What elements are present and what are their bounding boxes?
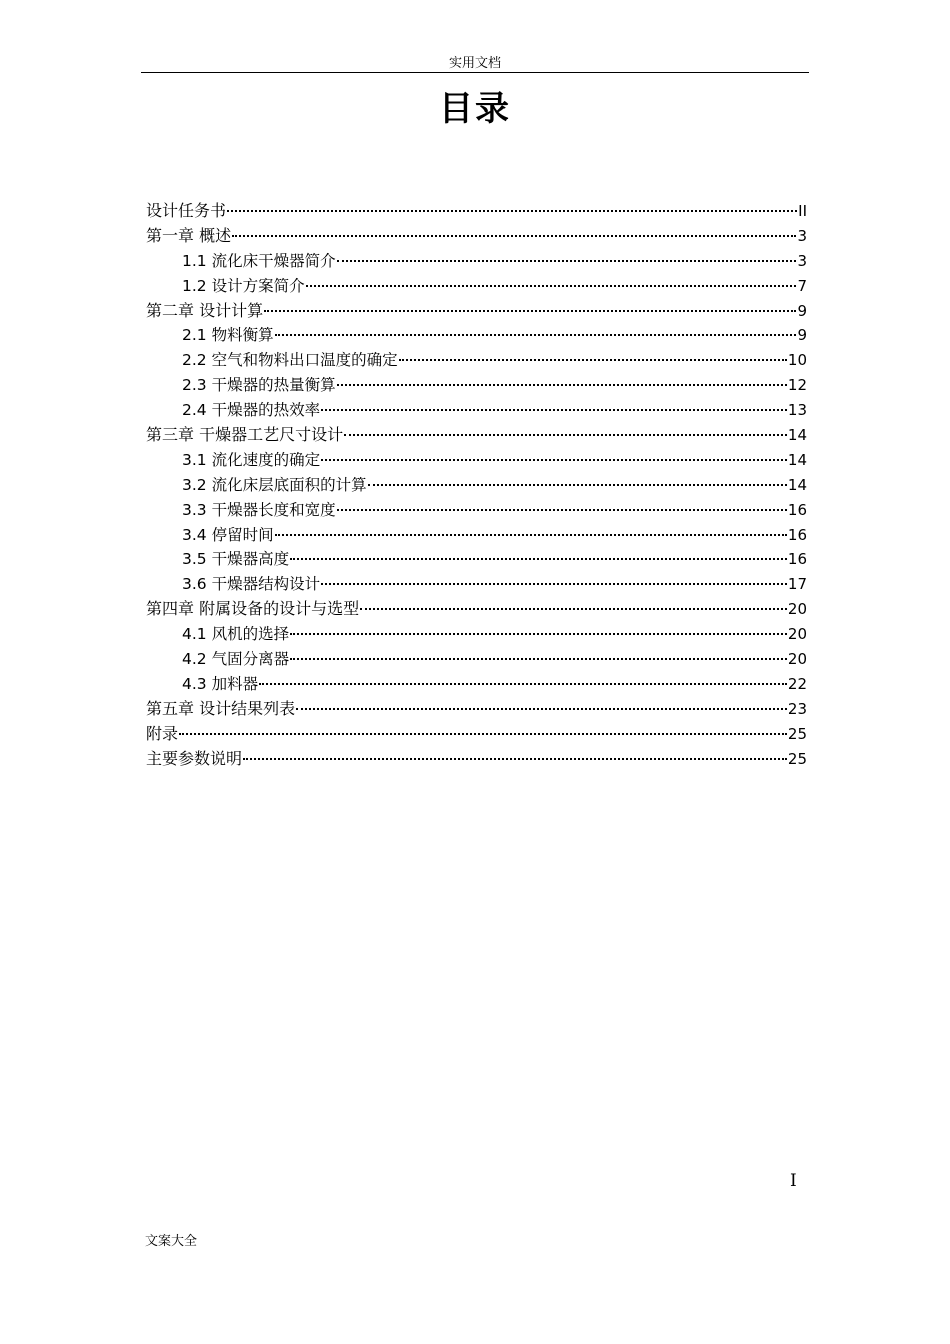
toc-entry-page: 14 — [787, 475, 807, 494]
toc-entry[interactable] — [146, 348, 807, 373]
toc-entry[interactable] — [146, 547, 807, 572]
toc-entry-label: 1.1 流化床干燥器简介 — [182, 251, 336, 270]
toc-entry-page: 3 — [797, 251, 807, 270]
toc-entry-page: 16 — [787, 550, 807, 569]
toc-dot-leader — [227, 210, 797, 212]
toc-dot-leader — [275, 534, 787, 536]
toc-dot-leader — [321, 409, 787, 411]
toc-dot-leader — [179, 733, 787, 735]
toc-entry-label: 1.2 设计方案简介 — [182, 276, 305, 295]
toc-entry-page: 13 — [787, 401, 807, 420]
toc-entry[interactable] — [146, 722, 807, 747]
toc-entry[interactable] — [146, 597, 807, 622]
page-title: 目录 — [439, 89, 511, 129]
toc-dot-leader — [275, 334, 797, 336]
toc-entry-page: 20 — [787, 600, 807, 619]
toc-entry[interactable] — [146, 274, 807, 299]
toc-entry-label: 3.3 干燥器长度和宽度 — [182, 500, 336, 519]
toc-dot-leader — [399, 359, 787, 361]
toc-entry[interactable] — [146, 373, 807, 398]
toc-entry-page: 20 — [787, 650, 807, 669]
toc-entry-page: 9 — [797, 301, 807, 320]
toc-entry-label: 4.3 加料器 — [182, 674, 259, 693]
toc-entry-label: 2.1 物料衡算 — [182, 326, 274, 345]
toc-entry-label: 设计任务书 — [146, 201, 227, 220]
toc-entry-page: 12 — [787, 376, 807, 395]
toc-entry-page: 25 — [787, 749, 807, 768]
toc-entry-label: 2.4 干燥器的热效率 — [182, 401, 321, 420]
toc-entry-label: 3.2 流化床层底面积的计算 — [182, 475, 367, 494]
toc-entry[interactable] — [146, 199, 807, 224]
toc-dot-leader — [243, 758, 787, 760]
toc-entry-label: 4.1 风机的选择 — [182, 625, 290, 644]
page-footer-text: 文案大全 — [145, 1234, 198, 1249]
toc-dot-leader — [306, 285, 797, 287]
toc-entry-page: 16 — [787, 500, 807, 519]
toc-dot-leader — [337, 260, 797, 262]
toc-entry[interactable] — [146, 523, 807, 548]
toc-dot-leader — [290, 633, 787, 635]
toc-entry[interactable] — [146, 697, 807, 722]
toc-entry-label: 3.5 干燥器高度 — [182, 550, 290, 569]
toc-dot-leader — [321, 459, 787, 461]
toc-entry-label: 第四章 附属设备的设计与选型 — [146, 599, 360, 619]
toc-entry-page: II — [798, 202, 807, 220]
toc-dot-leader — [344, 434, 787, 436]
toc-entry[interactable] — [146, 498, 807, 523]
toc-entry[interactable] — [146, 672, 807, 697]
toc-dot-leader — [296, 708, 787, 710]
toc-entry[interactable] — [146, 647, 807, 672]
table-of-contents — [146, 199, 807, 771]
toc-entry-page: 23 — [787, 699, 807, 718]
toc-entry-page: 16 — [787, 525, 807, 544]
toc-entry-page: 14 — [787, 426, 807, 445]
toc-entry-label: 附录 — [146, 723, 179, 743]
toc-entry-page: 20 — [787, 625, 807, 644]
toc-entry-page: 9 — [797, 326, 807, 345]
toc-entry-label: 第二章 设计计算 — [146, 300, 264, 320]
toc-entry-label: 第三章 干燥器工艺尺寸设计 — [146, 425, 344, 445]
toc-entry[interactable] — [146, 398, 807, 423]
toc-dot-leader — [337, 384, 787, 386]
page-number: I — [790, 1171, 797, 1191]
page-header-text: 实用文档 — [448, 56, 501, 71]
toc-entry[interactable] — [146, 622, 807, 647]
header-divider — [141, 72, 809, 73]
toc-dot-leader — [264, 310, 796, 312]
toc-entry-page: 10 — [787, 351, 807, 370]
toc-dot-leader — [290, 558, 787, 560]
toc-entry[interactable] — [146, 224, 807, 249]
toc-entry-label: 主要参数说明 — [146, 748, 243, 768]
toc-entry[interactable] — [146, 747, 807, 772]
toc-entry-label: 2.3 干燥器的热量衡算 — [182, 376, 336, 395]
toc-entry[interactable] — [146, 448, 807, 473]
toc-entry-label: 2.2 空气和物料出口温度的确定 — [182, 351, 398, 370]
toc-entry-page: 14 — [787, 450, 807, 469]
toc-dot-leader — [360, 608, 787, 610]
toc-entry-label: 第一章 概述 — [146, 225, 232, 245]
toc-dot-leader — [259, 683, 787, 685]
toc-entry[interactable] — [146, 572, 807, 597]
toc-entry-page: 25 — [787, 724, 807, 743]
toc-dot-leader — [290, 658, 787, 660]
toc-entry-label: 4.2 气固分离器 — [182, 650, 290, 669]
toc-entry-page: 17 — [787, 575, 807, 594]
toc-entry-label: 第五章 设计结果列表 — [146, 698, 296, 718]
toc-entry-label: 3.4 停留时间 — [182, 525, 274, 544]
toc-entry-page: 22 — [787, 674, 807, 693]
toc-dot-leader — [321, 583, 787, 585]
toc-entry[interactable] — [146, 423, 807, 448]
toc-entry-page: 7 — [797, 276, 807, 295]
toc-dot-leader — [368, 484, 787, 486]
toc-entry[interactable] — [146, 323, 807, 348]
toc-entry[interactable] — [146, 249, 807, 274]
toc-entry-label: 3.6 干燥器结构设计 — [182, 575, 321, 594]
toc-entry-page: 3 — [797, 226, 807, 245]
toc-dot-leader — [337, 509, 787, 511]
toc-dot-leader — [232, 235, 796, 237]
toc-entry[interactable] — [146, 473, 807, 498]
toc-entry-label: 3.1 流化速度的确定 — [182, 450, 321, 469]
toc-entry[interactable] — [146, 299, 807, 324]
